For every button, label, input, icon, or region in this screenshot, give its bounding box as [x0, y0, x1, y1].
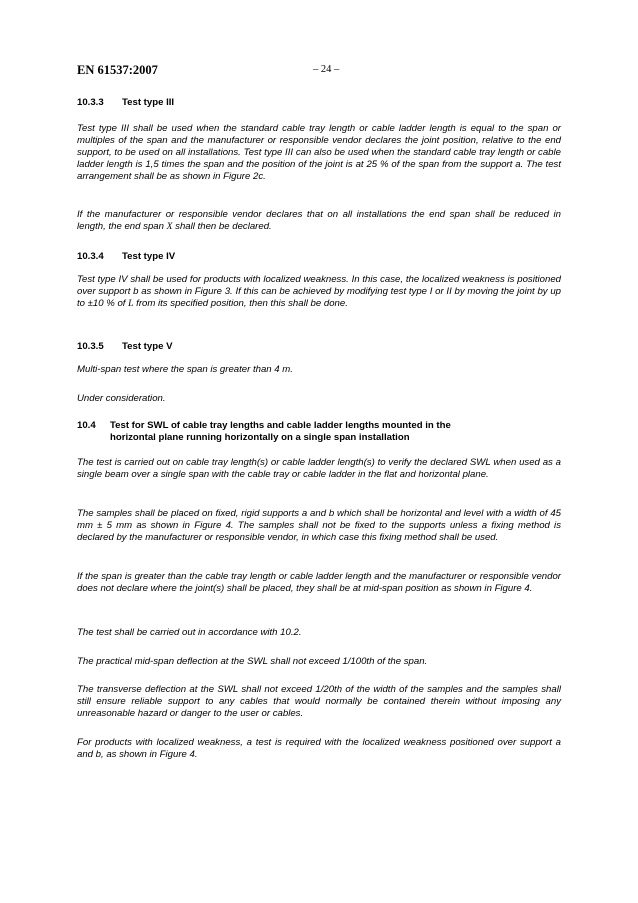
paragraph-10-4-2: The samples shall be placed on fixed, rigid supports a and b which shall be horizontal and level with a width of 45 mm ± 5 mm as shown in Figure 4. The samples shall not be fixed to the supports unless a fixing method is declared by the manufacturer or responsible vendor, in which case this fixing method shall be used.: [77, 508, 561, 544]
section-heading-10-3-3: [77, 97, 174, 109]
standard-id: EN 61537:2007: [77, 63, 158, 77]
paragraph-text: from its specified position, then this shall be done.: [136, 298, 348, 310]
paragraph-10-3-3-1: Test type III shall be used when the standard cable tray length or cable ladder length is equal to the span or multiples of the span and the manufacturer or responsible vendor declares the joint position, relative to the end support, to be used on all installations. Test type III can also be used when the standard cable tray length or cable ladder length is 1,5 times the span and the position of the joint is at 25 % of the span from the support a. The test arrangement shall be as shown in Figure 2c.: [77, 123, 561, 183]
section-title-line2: horizontal plane running horizontally on a single span installation: [110, 432, 410, 443]
paragraph-10-3-5-1: Multi-span test where the span is greater than 4 m.: [77, 364, 293, 375]
section-title: Test type III: [122, 97, 175, 108]
section-number: 10.4: [77, 420, 96, 431]
variable-l: L: [128, 298, 134, 310]
variable-x: X: [166, 221, 173, 233]
section-number: 10.3.3: [77, 97, 104, 108]
paragraph-text: shall then be declared.: [175, 221, 272, 233]
section-number: 10.3.4: [77, 251, 104, 262]
paragraph-10-3-5-2: Under consideration.: [77, 393, 166, 404]
paragraph-10-4-4: The test shall be carried out in accordance with 10.2.: [77, 627, 302, 638]
paragraph-10-4-7: For products with localized weakness, a test is required with the localized weakness positioned over support a and b, as shown in Figure 4.: [77, 737, 561, 761]
paragraph-text: Test type IV shall be used for products with localized weakness. In this case, the localized weakness is positioned over support b as shown in Figure 3. If this can be achieved by modifying test type I or II by moving the joint by up to ±10 % of: [77, 274, 561, 310]
paragraph-text: If the manufacturer or responsible vendor declares that on all installations the end span shall be reduced in length, the end span: [77, 209, 561, 233]
section-title: Test type V: [122, 341, 173, 352]
section-heading-10-4: [77, 420, 561, 444]
paragraph-10-4-6: The transverse deflection at the SWL shall not exceed 1/20th of the width of the samples and the samples shall still ensure reliable support to any cables that would normally be contained therein without imposing any unreasonable hazard or danger to the user or cables.: [77, 684, 561, 720]
section-heading-10-3-5: [77, 341, 172, 353]
page-number: – 24 –: [313, 64, 340, 75]
paragraph-10-4-5: The practical mid-span deflection at the SWL shall not exceed 1/100th of the span.: [77, 656, 428, 667]
paragraph-10-3-4-1: [77, 274, 561, 310]
section-number: 10.3.5: [77, 341, 104, 352]
section-heading-10-3-4: [77, 251, 175, 263]
section-title-line1: Test for SWL of cable tray lengths and cable ladder lengths mounted in the: [110, 420, 451, 431]
page-header: [77, 63, 561, 79]
paragraph-10-4-1: The test is carried out on cable tray length(s) or cable ladder length(s) to verify the declared SWL when used as a single beam over a single span with the cable tray or cable ladder in the flat and horizontal plane.: [77, 457, 561, 481]
paragraph-10-3-3-2: [77, 209, 561, 233]
section-title: Test type IV: [122, 251, 176, 262]
paragraph-10-4-3: If the span is greater than the cable tray length or cable ladder length and the manufacturer or responsible vendor does not declare where the joint(s) shall be placed, they shall be at mid-span position as shown in Figure 4.: [77, 571, 561, 595]
